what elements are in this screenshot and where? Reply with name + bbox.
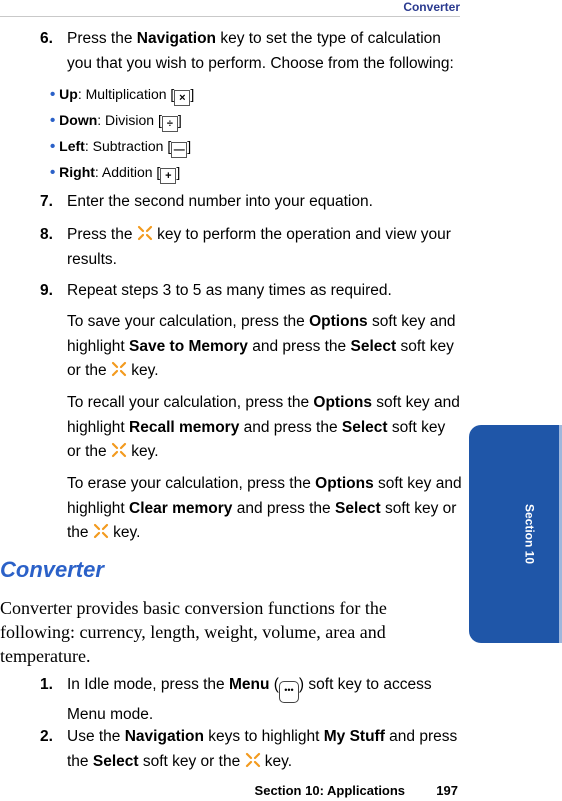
step-text: In Idle mode, press the Menu ( ••• ) soft key to access Menu mode. xyxy=(67,676,432,723)
list-item: • Up: Multiplication [ × ] xyxy=(50,86,195,104)
section-tab xyxy=(469,425,562,643)
running-header: Converter xyxy=(403,0,460,14)
plus-icon: + xyxy=(160,168,176,184)
paragraph-recall: To recall your calculation, press the Options soft key and highlight Recall memory and press the Select soft key or the key. xyxy=(67,394,460,460)
list-item: • Down: Division [ ÷ ] xyxy=(50,112,182,130)
ok-key-icon xyxy=(93,523,109,539)
section-tab-label: Section 10 xyxy=(522,503,537,565)
step-text: Enter the second number into your equation. xyxy=(67,193,373,210)
list-item: • Right: Addition [ + ] xyxy=(50,164,181,182)
step-number: 6. xyxy=(40,30,53,47)
step-text: Press the Navigation key to set the type of calculation you that you wish to perform. Choose from the following: xyxy=(67,30,454,72)
step-text: Repeat steps 3 to 5 as many times as required. xyxy=(67,282,392,299)
section-heading: Converter xyxy=(0,557,104,582)
paragraph-erase: To erase your calculation, press the Options soft key and highlight Clear memory and press the Select soft key or the key. xyxy=(67,475,462,541)
page-footer xyxy=(255,783,458,798)
multiply-icon: × xyxy=(174,90,190,106)
section-intro: Converter provides basic conversion functions for the following: currency, length, weight, volume, area and temperature. xyxy=(0,598,387,666)
divide-icon: ÷ xyxy=(162,116,178,132)
step-number: 9. xyxy=(40,282,53,299)
paragraph-save: To save your calculation, press the Options soft key and highlight Save to Memory and press the Select soft key or the key. xyxy=(67,313,456,379)
list-item: • Left: Subtraction [ — ] xyxy=(50,138,192,156)
ok-key-icon xyxy=(137,225,153,241)
step-number: 7. xyxy=(40,193,53,210)
page-number: 197 xyxy=(436,783,458,798)
ok-key-icon xyxy=(245,752,261,768)
step-number: 1. xyxy=(40,676,53,693)
header-divider xyxy=(0,16,460,17)
menu-key-icon: ••• xyxy=(279,681,299,703)
footer-section: Section 10: Applications xyxy=(254,783,406,798)
step-text: Use the Navigation keys to highlight My Stuff and press the Select soft key or the key. xyxy=(67,728,458,770)
step-number: 8. xyxy=(40,226,53,243)
minus-icon: — xyxy=(171,142,187,158)
step-number: 2. xyxy=(40,728,53,745)
step-text: Press the key to perform the operation and view your results. xyxy=(67,226,451,268)
ok-key-icon xyxy=(111,442,127,458)
ok-key-icon xyxy=(111,361,127,377)
